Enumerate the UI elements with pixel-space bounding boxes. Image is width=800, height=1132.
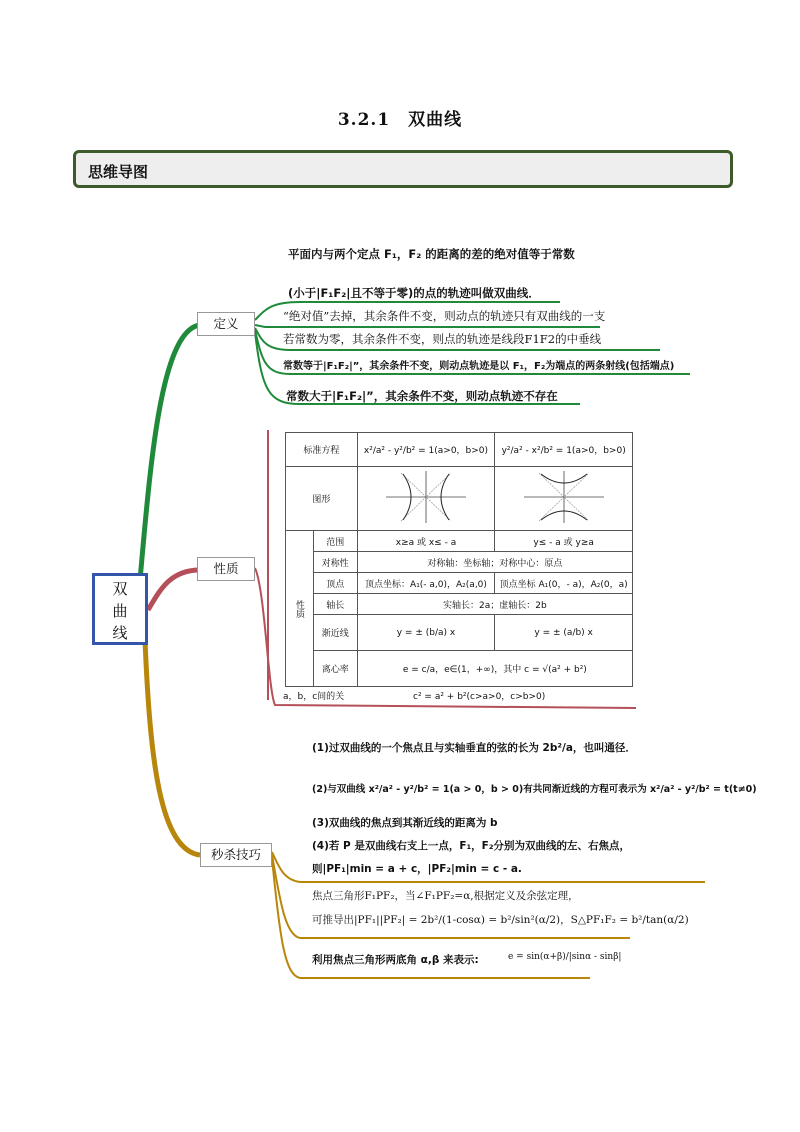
trick-line-7: 可推导出|PF₁||PF₂| = 2b²/(1-cosα) = b²/sin²(α/2)，S△PF₁F₂ = b²/tan(α/2) (312, 914, 689, 926)
branch-line-tricks (145, 640, 200, 855)
cell-range-c2: y≤ - a 或 y≥a (495, 531, 633, 552)
trick-line-5: 则|PF₁|min = a + c，|PF₂|min = c - a. (312, 863, 522, 875)
cell-asym-c2: y = ± (a/b) x (495, 615, 633, 651)
cell-axis-c: 实轴长：2a；虚轴长：2b (357, 594, 632, 615)
relation-label: a，b，c间的关 (283, 692, 345, 702)
trick-line-8: 利用焦点三角形两底角 α,β 来表示: (312, 954, 479, 966)
branch-line-definition (140, 325, 200, 580)
center-node (92, 573, 148, 645)
def-line-3: “绝对值”去掉，其余条件不变，则动点的轨迹只有双曲线的一支 (283, 309, 606, 323)
node-definition: 定义 (197, 312, 255, 336)
cell-graph-c1 (357, 467, 495, 531)
branch-line-properties (148, 570, 200, 610)
cell-standard-c2: y²/a² - x²/b² = 1(a>0，b>0) (495, 433, 633, 467)
node-tricks: 秒杀技巧 (200, 843, 272, 867)
node-properties: 性质 (197, 557, 255, 581)
cell-sym-label: 对称性 (313, 552, 357, 573)
trick-line-6: 焦点三角形F₁PF₂，当∠F₁PF₂=α,根据定义及余弦定理， (312, 890, 579, 902)
cell-group-label: 性质 (286, 531, 314, 687)
cell-range-label: 范围 (313, 531, 357, 552)
def-underline-2 (255, 325, 600, 327)
trick-line-3: (3)双曲线的焦点到其渐近线的距离为 b (312, 817, 498, 829)
hyperbola-y-graph (519, 468, 609, 526)
def-line-6: 常数大于|F₁F₂|”，其余条件不变，则动点轨迹不存在 (286, 389, 558, 403)
trick-line-2: (2)与双曲线 x²/a² - y²/b² = 1(a > 0，b > 0)有共同渐近线的方程可表示为 x²/a² - y²/b² = t(t≠0) (312, 784, 757, 795)
cell-range-c1: x≥a 或 x≤ - a (357, 531, 495, 552)
relation-value: c² = a² + b²(c>a>0，c>b>0) (413, 692, 546, 702)
def-line-1: 平面内与两个定点 F₁，F₂ 的距离的差的绝对值等于常数 (288, 247, 575, 261)
cell-sym-c: 对称轴：坐标轴；对称中心：原点 (357, 552, 632, 573)
page-title: 3.2.1 双曲线 (337, 110, 463, 130)
relation-row (283, 686, 633, 706)
cell-vertex-c1: 顶点坐标：A₁(- a,0)，A₂(a,0) (357, 573, 495, 594)
cell-ecc-label: 离心率 (313, 651, 357, 687)
cell-standard-label: 标准方程 (286, 433, 358, 467)
section-label: 思维导图 (88, 163, 149, 181)
cell-graph-label: 图形 (286, 467, 358, 531)
cell-asym-label: 渐近线 (313, 615, 357, 651)
cell-ecc-c: e = c/a，e∈(1，+∞)，其中 c = √(a² + b²) (357, 651, 632, 687)
trick-line-4: (4)若 P 是双曲线右支上一点，F₁，F₂分别为双曲线的左、右焦点， (312, 840, 630, 852)
trick-line-1: (1)过双曲线的一个焦点且与实轴垂直的弦的长为 2b²/a，也叫通径． (312, 742, 636, 754)
def-line-5: 常数等于|F₁F₂|”，其余条件不变，则动点轨迹是以 F₁，F₂为端点的两条射线(包括端点) (283, 361, 675, 372)
center-char-3: 线 (112, 624, 128, 642)
properties-table (285, 432, 633, 687)
def-line-2: (小于|F₁F₂|且不等于零)的点的轨迹叫做双曲线． (288, 286, 540, 300)
cell-graph-c2 (495, 467, 633, 531)
properties-table-wrap (283, 432, 633, 702)
def-line-4: 若常数为零，其余条件不变，则点的轨迹是线段F1F2的中垂线 (283, 332, 602, 346)
cell-vertex-label: 顶点 (313, 573, 357, 594)
center-char-2: 曲 (112, 602, 128, 620)
trick-line-9: e = sin(α+β)/|sinα - sinβ| (508, 952, 622, 962)
cell-standard-c1: x²/a² - y²/b² = 1(a>0，b>0) (357, 433, 495, 467)
cell-axis-label: 轴长 (313, 594, 357, 615)
hyperbola-x-graph (381, 468, 471, 526)
center-char-1: 双 (112, 580, 128, 598)
cell-asym-c1: y = ± (b/a) x (357, 615, 495, 651)
cell-vertex-c2: 顶点坐标 A₁(0，- a)，A₂(0，a) (495, 573, 633, 594)
